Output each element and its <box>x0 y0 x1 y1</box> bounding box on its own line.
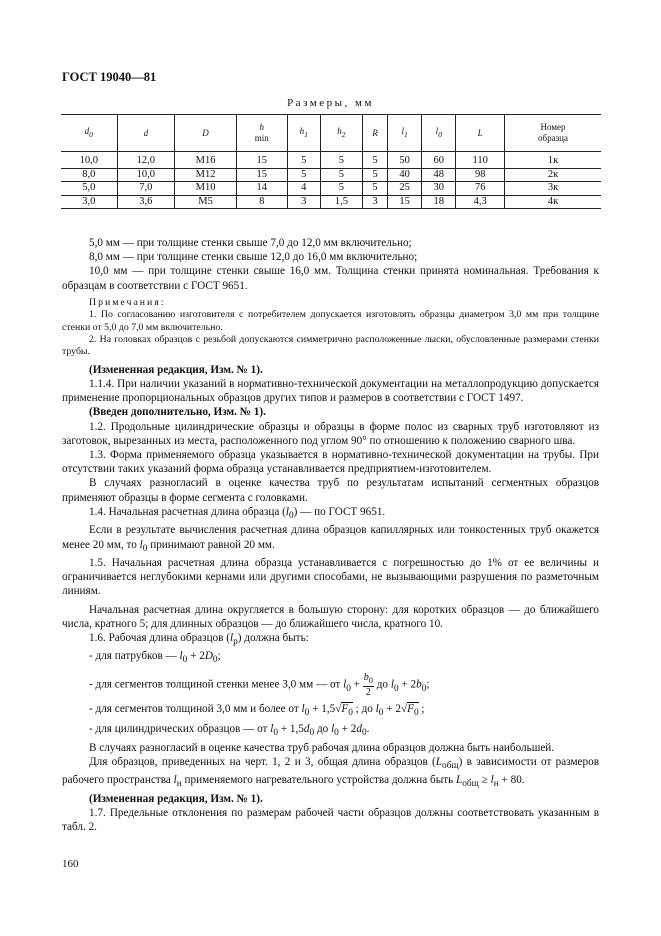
text-span: - для сегментов толщиной стенки менее 3,0 мм — от <box>89 678 341 691</box>
table-row <box>61 182 601 196</box>
formula-line: - для патрубков — $l_0 + 2D_0$; <box>89 650 221 666</box>
table-cell: M12 <box>175 168 237 182</box>
col-h-min: h min <box>236 115 287 152</box>
table-cell: 3 <box>362 195 387 209</box>
table-row <box>61 168 601 182</box>
table-cell: 98 <box>456 168 505 182</box>
paragraph: 5,0 мм — при толщине стенки свыше 7,0 до 12,0 мм включительно; <box>89 237 412 249</box>
table-cell: 14 <box>236 182 287 196</box>
text-span: применяемого нагревательного устройства должна быть <box>181 774 454 787</box>
col-l0: $l_0$ <box>422 115 456 152</box>
paragraph: 1.4. Начальная расчетная длина образца $(l_0)$ — по ГОСТ 9651. <box>89 505 386 522</box>
col-d0: $d_0$ <box>61 115 117 152</box>
amendment-note: (Измененная редакция, Изм. № 1). <box>89 363 263 376</box>
table-cell: 3,0 <box>61 195 117 209</box>
page-number: 160 <box>62 858 79 870</box>
table-cell: 5 <box>287 168 320 182</box>
paragraph: 1.5. Начальная расчетная длина образца устанавливается с погрешностью до 1% от ее величины и ограничивается неглубокими кернами или другими способами, не вызывающими разрушения по разметочным линиям. <box>62 556 599 598</box>
table-cell: 15 <box>388 195 422 209</box>
text-span: принимают равной 20 мм. <box>147 538 275 551</box>
paragraph: Начальная расчетная длина округляется в большую сторону: для коротких образцов — до ближайшего числа, кратного 5; для длинных образцов — до ближайшего числа, кратного 10. <box>62 603 599 630</box>
table-cell: 48 <box>422 168 456 182</box>
formula-line: - для сегментов толщиной 3,0 мм и более от $l_0 + 1,5√F_0$ ; до $l_0 + 2√F_0$ ; <box>89 702 425 719</box>
col-h1: $h_1$ <box>287 115 320 152</box>
table-cell: 8 <box>236 195 287 209</box>
table-header-row <box>61 115 601 152</box>
table-cell: 110 <box>456 152 505 169</box>
col-R: R <box>362 115 387 152</box>
formula-line: - для цилиндрических образцов — от $l_0 + 1,5d_0$ до $l_0 + 2d_0$. <box>89 723 370 739</box>
table-cell: 5 <box>320 168 362 182</box>
amendment-note: (Измененная редакция, Изм. № 1). <box>89 792 263 805</box>
table-cell: 10,0 <box>61 152 117 169</box>
table-cell: 12,0 <box>117 152 175 169</box>
table-body <box>61 152 601 209</box>
table-cell: 30 <box>422 182 456 196</box>
note: 2. На головках образцов с резьбой допускаются симметрично расположенные лыски, обусловленные размерами стенки трубы. <box>62 334 599 358</box>
notes-title: Примечания: <box>89 296 166 308</box>
text-span: - для цилиндрических образцов — от <box>89 723 268 736</box>
table-cell: 5 <box>287 152 320 169</box>
text-span: ) — по ГОСТ 9651. <box>293 505 386 518</box>
formula-line: - для сегментов толщиной стенки менее 3,0 мм — от $l_0$ + $\frac{b_0}{2}$ до $l_0 + 2b_0$; <box>89 671 430 698</box>
note: 1. По согласованию изготовителя с потребителем допускается изготовлять образцы диаметром 3,0 мм при толщине стенки от 5,0 до 7,0 мм включительно. <box>62 309 599 333</box>
table-cell: 60 <box>422 152 456 169</box>
paragraph: 1.7. Предельные отклонения по размерам рабочей части образцов должны соответствовать указанным в табл. 2. <box>62 807 599 834</box>
dimensions-table <box>61 114 601 209</box>
table-cell: 4,3 <box>456 195 505 209</box>
table-cell: 3 <box>287 195 320 209</box>
paragraph: В случаях разногласий в оценке качества труб рабочая длина образцов должна быть наибольшей. <box>89 741 555 754</box>
paragraph: 8,0 мм — при толщине стенки свыше 12,0 до 16,0 мм включительно; <box>89 251 418 264</box>
table-cell: 50 <box>388 152 422 169</box>
paragraph: Если в результате вычисления расчетная длина образцов капиллярных или тонкостенных труб окажется менее 20 мм, то $l_0$ принимают равной 20 мм. <box>62 524 599 554</box>
table-cell: 5,0 <box>61 182 117 196</box>
paragraph: В случаях разногласий в оценке качества труб по результатам испытаний сегментных образцов применяют образцы в форме сегмента с головками. <box>62 477 599 504</box>
table-cell: 5 <box>320 152 362 169</box>
table-row <box>61 152 601 169</box>
text-span: Для образцов, приведенных на черт. 1, 2 и 3, общая длина образцов ( <box>89 755 436 768</box>
table-cell: 15 <box>236 168 287 182</box>
paragraph: 10,0 мм — при толщине стенки свыше 16,0 мм. Толщина стенки принята номинальная. Требования к образцам в соответствии с ГОСТ 9651. <box>62 265 599 292</box>
table-cell: 8,0 <box>61 168 117 182</box>
col-h2: $h_2$ <box>320 115 362 152</box>
document-header: ГОСТ 19040—81 <box>62 70 157 84</box>
text-span: - для патрубков — <box>89 650 177 663</box>
text-span: ) в зависимости от размеров рабочего пространства <box>62 755 599 787</box>
table-cell: 5 <box>362 182 387 196</box>
table-cell: 4к <box>505 195 602 209</box>
table-cell: 5 <box>362 152 387 169</box>
table-row <box>61 195 601 209</box>
paragraph: Для образцов, приведенных на черт. 1, 2 и 3, общая длина образцов $(L_{общ})$ в зависимости от размеров рабочего пространства $l_н$ применяемого нагревательного устройства должна быть $L_{общ} \ge l_н + 80$. <box>62 755 599 790</box>
table-cell: 2к <box>505 168 602 182</box>
table-cell: 5 <box>320 182 362 196</box>
table-cell: M16 <box>175 152 237 169</box>
table-cell: 3,6 <box>117 195 175 209</box>
table-cell: 3к <box>505 182 602 196</box>
amendment-note: (Введен дополнительно, Изм. № 1). <box>89 406 266 419</box>
table-cell: M10 <box>175 182 237 196</box>
table-cell: 18 <box>422 195 456 209</box>
document-body <box>62 236 599 834</box>
col-l1: $l_1$ <box>388 115 422 152</box>
table-cell: 76 <box>456 182 505 196</box>
paragraph: 1.1.4. При наличии указаний в нормативно-технической документации на металлопродукцию допускается применение пропорциональных образцов других типов и размеров в соответствии с ГОСТ 1497. <box>62 378 599 405</box>
table-cell: 15 <box>236 152 287 169</box>
table-cell: 1к <box>505 152 602 169</box>
table-cell: 25 <box>388 182 422 196</box>
col-L: L <box>456 115 505 152</box>
paragraph: 1.6. Рабочая длина образцов $(l_р)$ должна быть: <box>89 631 309 648</box>
text-span: 1.6. Рабочая длина образцов ( <box>89 631 230 644</box>
table-cell: 4 <box>287 182 320 196</box>
col-sample-number: Номер образца <box>505 115 602 152</box>
text-span: - для сегментов толщиной 3,0 мм и более от <box>89 702 299 715</box>
table-cell: 7,0 <box>117 182 175 196</box>
text-span: ) должна быть: <box>237 631 309 644</box>
col-D: D <box>175 115 237 152</box>
table-cell: 40 <box>388 168 422 182</box>
table-cell: M5 <box>175 195 237 209</box>
table-cell: 1,5 <box>320 195 362 209</box>
paragraph: 1.3. Форма применяемого образца указывается в нормативно-технической документации на трубы. При отсутствии таких указаний форма образца устанавливается предприятием-изготовителем. <box>62 449 599 476</box>
col-d: d <box>117 115 175 152</box>
table-cell: 5 <box>362 168 387 182</box>
text-span: 1.4. Начальная расчетная длина образца ( <box>89 505 286 518</box>
table-cell: 10,0 <box>117 168 175 182</box>
table-caption: Размеры, мм <box>287 97 374 109</box>
paragraph: 1.2. Продольные цилиндрические образцы и образцы в форме полос из сварных труб изготовляют из заготовок, вырезанных из места, расположенного под углом 90° по отношению к положению сварного шва. <box>62 420 599 447</box>
text-span: Если в результате вычисления расчетная длина образцов капиллярных или тонкостенных труб окажется менее 20 мм, то <box>62 524 599 551</box>
